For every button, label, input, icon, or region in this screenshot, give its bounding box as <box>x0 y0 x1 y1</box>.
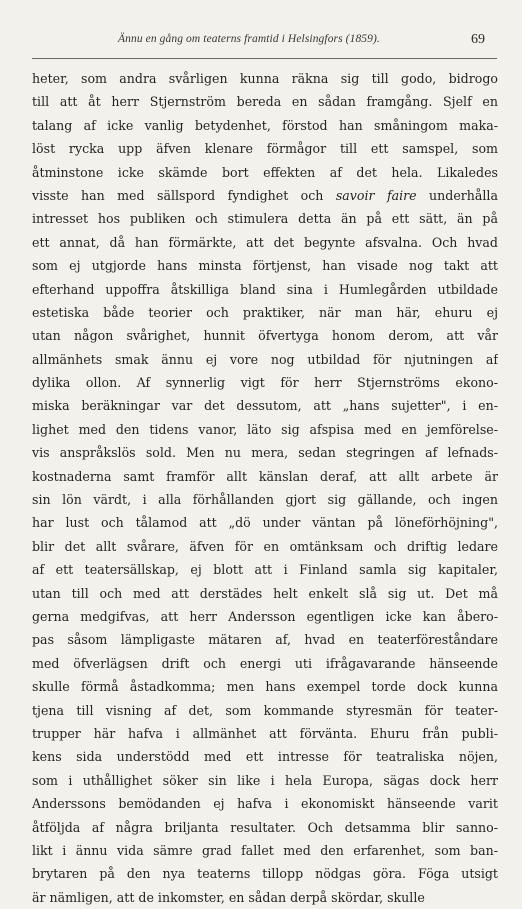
text-line: af ett teatersällskap, ej blott att i Finland samla sig kapitaler, <box>32 562 498 578</box>
text-line: talang af icke vanlig betydenhet, förstod han småningom maka- <box>32 117 498 133</box>
text-line: allmänhets smak ännu ej vore nog utbildad för njutningen af <box>32 351 498 367</box>
text-line: miska beräkningar var det dessutom, att „hans sujetter", i en- <box>32 398 498 414</box>
text-line: som i uthållighet söker sin like i hela Europa, sägas dock herr <box>32 772 498 788</box>
text-line: kostnaderna samt framför allt känslan deraf, att allt arbete är <box>32 468 498 484</box>
text-line-part: visste han med sällspord fyndighet och <box>32 187 324 203</box>
text-line: skulle förmå åstadkomma; men hans exempel torde dock kunna <box>32 679 498 695</box>
text-line: till att åt herr Stjernström bereda en sådan framgång. Sjelf en <box>32 94 498 110</box>
italic-phrase: savoir faire <box>335 187 417 203</box>
text-line: Anderssons bemödanden ej hafva i ekonomiskt hänseende varit <box>32 796 498 812</box>
text-line: ett annat, då han förmärkte, att det begynte afsvalna. Och hvad <box>32 234 498 250</box>
text-line: sin lön värdt, i alla förhållanden gjort sig gällande, och ingen <box>32 492 498 508</box>
text-line: estetiska både teorier och praktiker, när man här, ehuru ej <box>32 304 498 320</box>
text-line: brytaren på den nya teaterns tillopp nödgas göra. Föga utsigt <box>32 866 498 882</box>
header-rule <box>32 58 497 59</box>
text-line: med öfverlägsen drift och energi uti ifrågavarande hänseende <box>32 655 498 671</box>
running-title: Ännu en gång om teaterns framtid i Helsingfors (1859). <box>118 33 380 45</box>
text-line: tjena till visning af det, som kommande styresmän för teater- <box>32 702 498 718</box>
text-line: likt i ännu vida sämre grad fallet med den erfarenhet, som ban- <box>32 842 498 858</box>
text-line: utan till och med att derstädes helt enkelt slå sig ut. Det må <box>32 585 498 601</box>
text-line-with-italic <box>32 184 498 207</box>
text-line: intresset hos publiken och stimulera detta än på ett sätt, än på <box>32 211 498 227</box>
text-line: löst rycka upp äfven klenare förmågor till ett samspel, som <box>32 141 498 157</box>
text-line: blir det allt svårare, äfven för en omtänksam och driftig ledare <box>32 538 498 554</box>
text-line: har lust och tålamod att „dö under väntan på löneförhöjning", <box>32 515 498 531</box>
text-line: lighet med den tidens vanor, läto sig afspisa med en jemförelse- <box>32 421 498 437</box>
body-text <box>32 67 498 909</box>
text-line: som ej utgjorde hans minsta förtjenst, han visade nog takt att <box>32 258 498 274</box>
text-line: åtminstone icke skämde bort effekten af det hela. Likaledes <box>32 164 498 180</box>
text-line-part: underhålla <box>429 187 498 203</box>
text-line: vis anspråkslös sold. Men nu mera, sedan stegringen af lefnads- <box>32 445 498 461</box>
text-line: är nämligen, att de inkomster, en sådan derpå skördar, skulle <box>32 889 425 905</box>
text-line: efterhand uppoffra åtskilliga bland sina i Humlegården utbildade <box>32 281 498 297</box>
text-line: dylika ollon. Af synnerlig vigt för herr Stjernströms ekono- <box>32 375 498 391</box>
page-number: 69 <box>471 32 485 47</box>
text-line: trupper här hafva i allmänhet att förvänta. Ehuru från publi- <box>32 725 498 741</box>
text-line: kens sida understödd med ett intresse för teatraliska nöjen, <box>32 749 498 765</box>
text-line: gerna medgifvas, att herr Andersson egentligen icke kan åbero- <box>32 608 498 624</box>
text-line: pas såsom lämpligaste mätaren af, hvad en teaterföreståndare <box>32 632 498 648</box>
text-line: heter, som andra svårligen kunna räkna sig till godo, bidrogo <box>32 71 498 86</box>
text-line: åtföljda af några briljanta resultater. Och detsamma blir sanno- <box>32 819 498 835</box>
text-line: utan någon svårighet, hunnit öfvertyga honom derom, att vår <box>32 328 498 344</box>
